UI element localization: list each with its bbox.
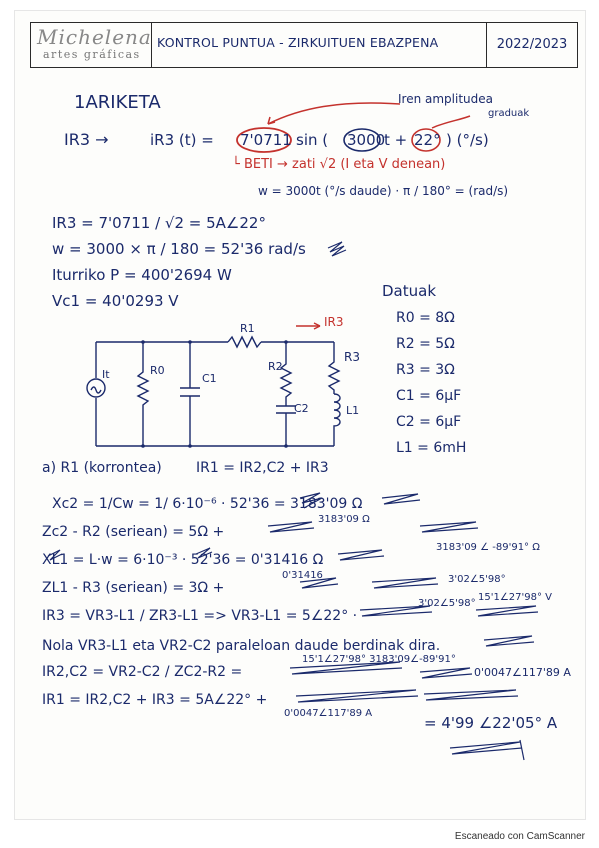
- logo-sub-text: artes gráficas: [43, 48, 141, 61]
- omega-conversion-note: w = 3000t (°/s daude) · π / 180° = (rad/s): [258, 184, 509, 198]
- label-r3: R3: [344, 350, 360, 364]
- amplitude-note: Iren amplitudea: [398, 92, 494, 106]
- ir3-phasor: IR3 = 7'0711 / √2 = 5A∠22°: [52, 214, 266, 232]
- header-title: KONTROL PUNTUA - ZIRKUITUEN EBAZPENA: [157, 35, 439, 50]
- logo-main-text: Michelena: [37, 25, 152, 49]
- ir1-small-note: 0'0047∠117'89 A: [284, 708, 373, 719]
- part-a-label: a) R1 (korrontea): [42, 460, 162, 476]
- label-ir3-arrow: IR3: [324, 315, 344, 329]
- xc2-line: Xc2 = 1/Cw = 1/ 6·10⁻⁶ · 52'36 = 3183'09 Ω: [52, 496, 363, 512]
- datuak-item: R3 = 3Ω: [396, 362, 455, 378]
- parallel-note: Nola VR3-L1 eta VR2-C2 paraleloan daude berdinak dira.: [42, 638, 441, 654]
- xl1-small-note: 0'31416: [282, 570, 323, 581]
- datuak-item: R2 = 5Ω: [396, 336, 455, 352]
- zl1-result: 15'1∠27'98° V: [478, 592, 553, 603]
- zl1-line: ZL1 - R3 (seriean) = 3Ω +: [42, 580, 225, 596]
- xl1-line: XL1 = L·w = 6·10⁻³ · 52'36 = 0'31416 Ω: [42, 552, 324, 568]
- datuak-item: L1 = 6mH: [396, 440, 467, 456]
- parallel-small-note: 15'1∠27'98° 3183'09∠-89'91°: [302, 654, 456, 665]
- source-power: Iturriko P = 400'2694 W: [52, 266, 232, 284]
- omega-rad: w = 3000 × π / 180 = 52'36 rad/s: [52, 240, 306, 258]
- header-year: 2022/2023: [486, 23, 577, 67]
- vc1-value: Vc1 = 40'0293 V: [52, 292, 179, 310]
- label-r1: R1: [240, 322, 255, 335]
- degrees-note: graduak: [488, 108, 530, 119]
- zc2-small-note: 3183'09 Ω: [318, 514, 370, 525]
- zc2-result: 3183'09 ∠ -89'91° Ω: [436, 542, 540, 553]
- part-a-equation: IR1 = IR2,C2 + IR3: [196, 460, 329, 476]
- label-c1: C1: [202, 372, 217, 385]
- label-r2: R2: [268, 360, 283, 373]
- exercise-title: 1ARIKETA: [74, 92, 161, 113]
- ir2c2-result: 0'0047∠117'89 A: [474, 666, 571, 679]
- ir3-t: t +: [384, 131, 408, 149]
- ir3-amplitude: 7'0711: [240, 131, 292, 149]
- ir3-small-note: 3'02∠5'98°: [418, 598, 476, 609]
- datuak-title: Datuak: [382, 282, 437, 300]
- label-it: It: [102, 368, 110, 381]
- datuak-item: R0 = 8Ω: [396, 310, 455, 326]
- ir3-label: IR3 →: [64, 130, 109, 149]
- ir3-sin: sin (: [296, 131, 329, 149]
- beti-note: └ BETI → zati √2 (I eta V denean): [232, 157, 446, 172]
- label-c2: C2: [294, 402, 309, 415]
- zc2-line: Zc2 - R2 (seriean) = 5Ω +: [42, 524, 225, 540]
- label-l1: L1: [346, 404, 360, 417]
- datuak-item: C1 = 6μF: [396, 388, 462, 404]
- final-result: = 4'99 ∠22'05° A: [424, 714, 558, 732]
- datuak-item: C2 = 6μF: [396, 414, 462, 430]
- ir1-line: IR1 = IR2,C2 + IR3 = 5A∠22° +: [42, 692, 268, 708]
- ir3-phase: 22°: [414, 131, 441, 149]
- scanner-footer: Escaneado con CamScanner: [454, 831, 585, 842]
- ir3-lhs: iR3 (t) =: [150, 131, 214, 149]
- ir3-ohm-line: IR3 = VR3-L1 / ZR3-L1 => VR3-L1 = 5∠22° ·: [42, 608, 358, 624]
- zl1-small-note: 3'02∠5'98°: [448, 574, 506, 585]
- ir3-omega: 3000: [347, 131, 386, 149]
- ir3-units: ) (°/s): [446, 131, 489, 149]
- ir2c2-line: IR2,C2 = VR2-C2 / ZC2-R2 =: [42, 664, 243, 680]
- label-r0: R0: [150, 364, 165, 377]
